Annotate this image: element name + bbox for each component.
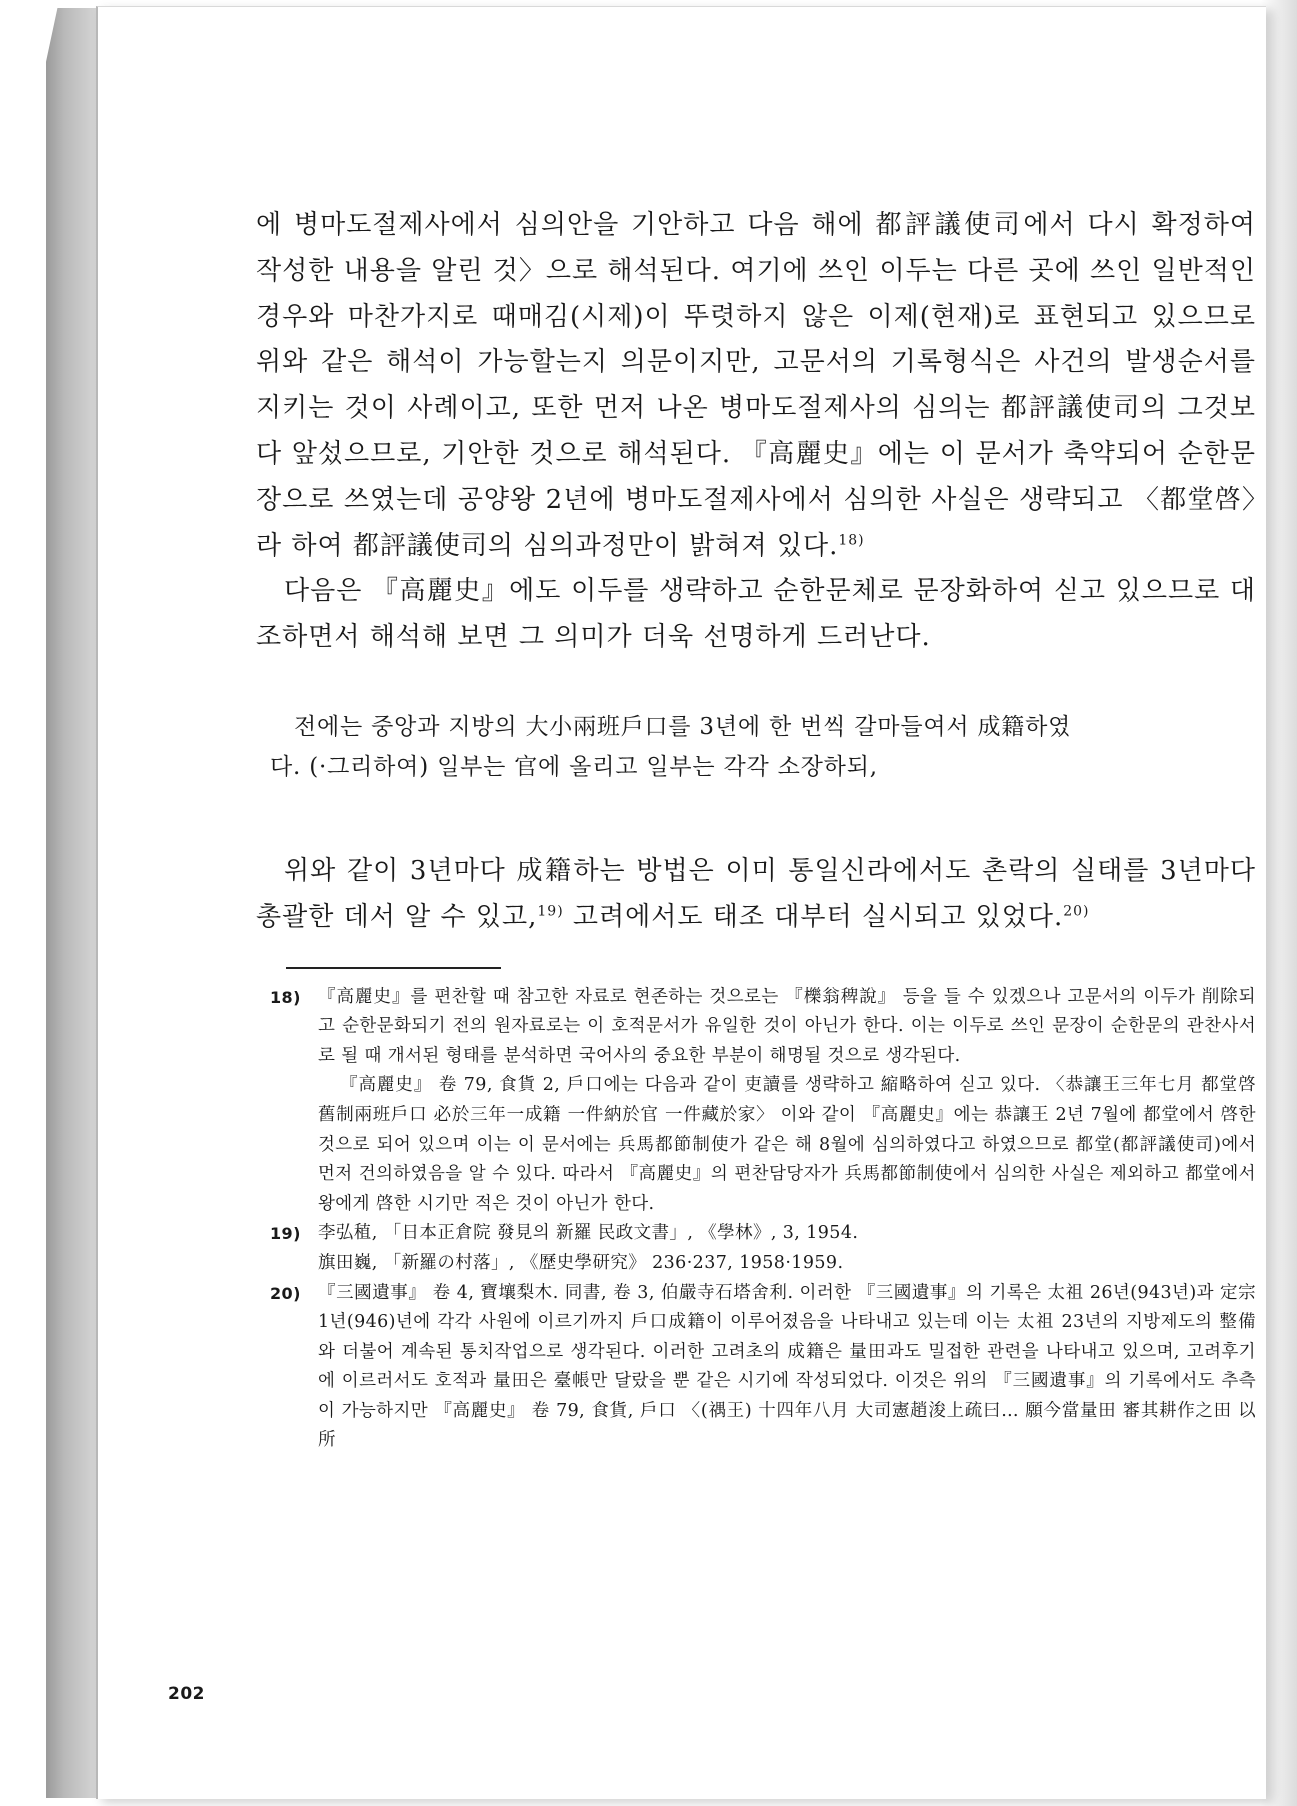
quote-line-2: 다. (·그리하여) 일부는 官에 올리고 일부는 각각 소장하되, bbox=[270, 753, 878, 780]
footnotes bbox=[256, 983, 1256, 1457]
footnote-ref-20: 20) bbox=[1063, 903, 1090, 920]
footnote-ref-19: 19) bbox=[537, 903, 564, 920]
footnote-ref-18: 18) bbox=[838, 531, 865, 548]
footnote-number: 18) bbox=[270, 987, 301, 1007]
footnote-divider bbox=[286, 967, 501, 969]
block-quote bbox=[256, 707, 1256, 787]
footnote-citation-2: 旗田巍, 「新羅の村落」, 《歷史學研究》 236·237, 1958·1959. bbox=[318, 1252, 844, 1273]
footnote-text: 『三國遺事』 卷 4, 寶壤梨木. 同書, 卷 3, 伯嚴寺石塔舍利. 이러한 『三國遺事』의 기록은 太祖 26년(943년)과 定宗 1년(946)년에 각각 사원에 이르기까지 戶口成籍이 이루어졌음을 나타내고 있는데 이는 太祖 23년의 지방제도의 整備와 더불어 계속된 통치작업으로 생각된다. 이러한 고려초의 成籍은 量田과도 밀접한 관련을 나타내고 있으며, 고려후기에 이르러서도 호적과 量田은 臺帳만 달랐을 뿐 같은 시기에 작성되었다. 이것은 위의 『三國遺事』의 기록에서도 추측이 가능하지만 『高麗史』 卷 79, 食貨, 戶口 〈(禑王) 十四年八月 大司憲趙浚上疏曰… 願今當量田 審其耕作之田 以所 bbox=[318, 1282, 1257, 1451]
paragraph-1-text: 에 병마도절제사에서 심의안을 기안하고 다음 해에 都評議使司에서 다시 확정하여 작성한 내용을 알린 것〉으로 해석된다. 여기에 쓰인 이두는 다른 곳에 쓰인 일반적인 경우와 마찬가지로 때매김(시제)이 뚜렷하지 않은 이제(현재)로 표현되고 있으므로 위와 같은 해석이 가능할는지 의문이지만, 고문서의 기록형식은 사건의 발생순서를 지키는 것이 사례이고, 또한 먼저 나온 병마도절제사의 심의는 都評議使司의 그것보다 앞섰으므로, 기안한 것으로 해석된다. 『高麗史』에는 이 문서가 축약되어 순한문장으로 쓰였는데 공양왕 2년에 병마도절제사에서 심의한 사실은 생략되고 〈都堂啓〉라 하여 都評議使司의 심의과정만이 밝혀져 있다. bbox=[256, 210, 1257, 561]
footnote-citation-1: 李弘稙, 「日本正倉院 發見의 新羅 民政文書」, 《學林》, 3, 1954. bbox=[318, 1223, 859, 1244]
footnote-number: 19) bbox=[270, 1224, 301, 1244]
footnote-text-continued: 『高麗史』 卷 79, 食貨 2, 戶口에는 다음과 같이 吏讀를 생략하고 縮略하여 싣고 있다. 〈恭讓王三年七月 都堂啓 舊制兩班戶口 必於三年一成籍 一件納於官 一件藏於家〉 이와 같이 『高麗史』에는 恭讓王 2년 7월에 都堂에서 啓한 것으로 되어 있으며 이는 이 문서에는 兵馬都節制使가 같은 해 8월에 심의하였다고 하였으므로 都堂(都評議使司)에서 먼저 건의하였음을 알 수 있다. 따라서 『高麗史』의 편찬담당자가 兵馬都節制使에서 심의한 사실은 제외하고 都堂에서 왕에게 啓한 시기만 적은 것이 아닌가 한다. bbox=[318, 1075, 1256, 1214]
paragraph-3-text-a: 위와 같이 3년마다 成籍하는 방법은 이미 통일신라에서도 촌락의 실태를 3년마다 총괄한 데서 알 수 있고, bbox=[256, 855, 1256, 932]
paragraph-1 bbox=[256, 203, 1256, 569]
paragraph-2: 다음은 『高麗史』에도 이두를 생략하고 순한문체로 문장화하여 싣고 있으므로 대조하면서 해석해 보면 그 의미가 더욱 선명하게 드러난다. bbox=[256, 576, 1256, 653]
footnote-19 bbox=[256, 1219, 1256, 1278]
footnote-number: 20) bbox=[270, 1283, 301, 1303]
page-content bbox=[256, 203, 1256, 1456]
paragraph-3 bbox=[256, 849, 1256, 941]
page-number: 202 bbox=[168, 1684, 205, 1704]
paragraph-3-text-b: 고려에서도 태조 대부터 실시되고 있었다. bbox=[563, 901, 1064, 932]
book-page bbox=[96, 6, 1266, 1799]
book-edge bbox=[46, 8, 98, 1798]
page-shadow bbox=[1261, 0, 1297, 1806]
footnote-text: 『高麗史』를 편찬할 때 참고한 자료로 현존하는 것으로는 『櫟翁稗說』 등을 들 수 있겠으나 고문서의 이두가 削除되고 순한문화되기 전의 원자료로는 이 호적문서가 유일한 것이 아닌가 한다. 이는 이두로 쓰인 문장이 순한문의 관찬사서로 될 때 개서된 형태를 분석하면 국어사의 중요한 부분이 해명될 것으로 생각된다. bbox=[318, 986, 1256, 1066]
footnote-20 bbox=[256, 1279, 1256, 1457]
quote-line-1: 전에는 중앙과 지방의 大小兩班戶口를 3년에 한 번씩 갈마들여서 成籍하였 bbox=[294, 713, 1072, 740]
footnote-18 bbox=[256, 983, 1256, 1220]
